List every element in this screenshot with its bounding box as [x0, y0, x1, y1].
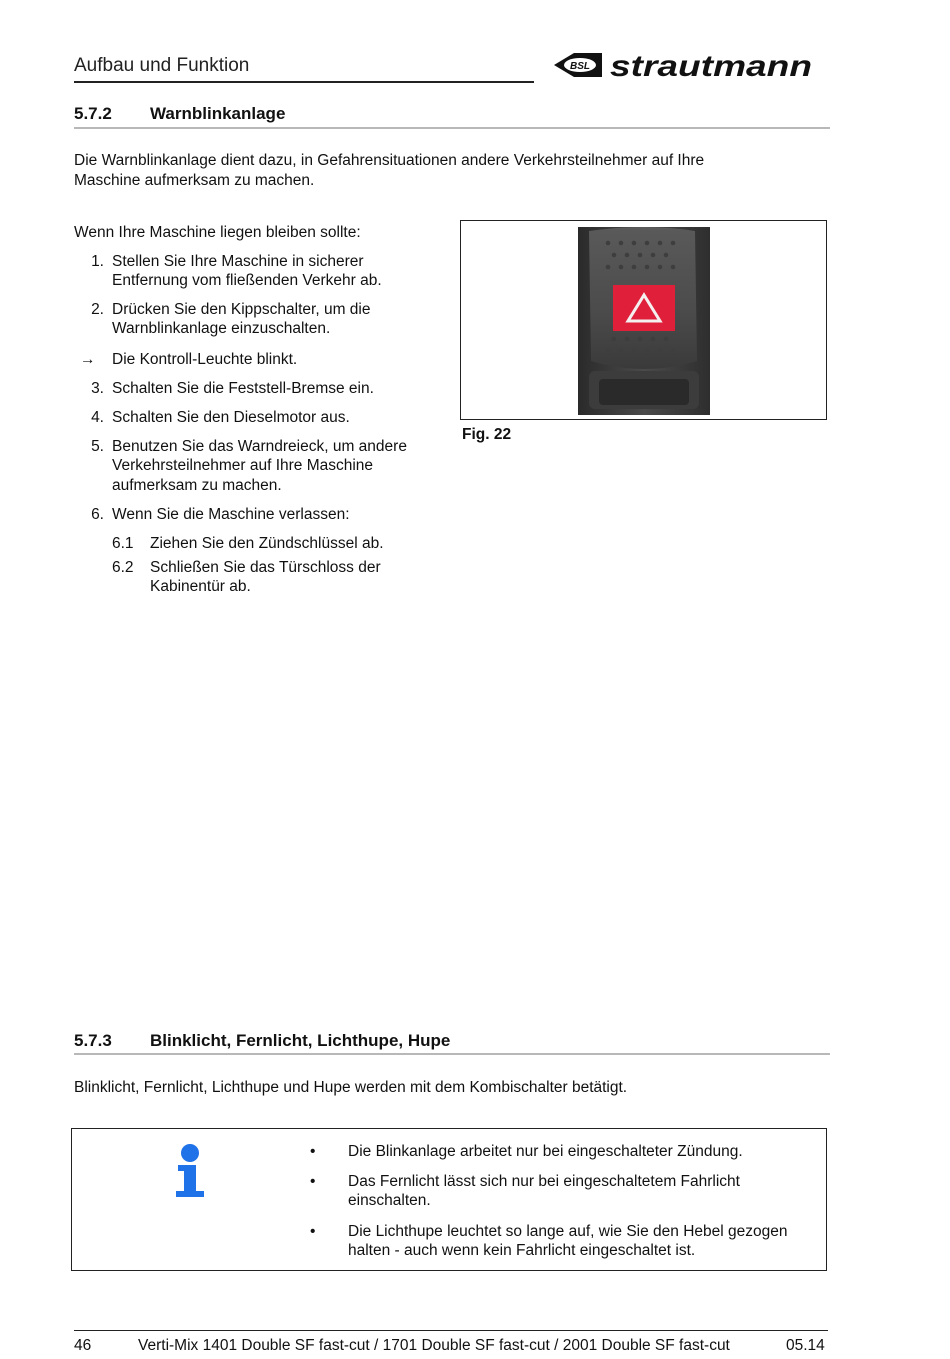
- section-title: Warnblinkanlage: [150, 104, 286, 123]
- step-text: Entfernung vom fließenden Verkehr ab.: [112, 272, 382, 289]
- step-number: 4.: [91, 409, 104, 426]
- step-number: 1.: [91, 253, 104, 270]
- result-arrow-icon: →: [80, 351, 96, 368]
- info-icon: [174, 1143, 206, 1199]
- step-text: Warnblinkanlage einzuschalten.: [112, 320, 331, 337]
- header-title: Aufbau und Funktion: [74, 55, 250, 76]
- section-number: 5.7.2: [74, 104, 112, 123]
- step-text: Benutzen Sie das Warndreieck, um andere: [112, 438, 407, 455]
- section-title: Blinklicht, Fernlicht, Lichthupe, Hupe: [150, 1031, 451, 1050]
- header-rule: [74, 81, 534, 83]
- step-text: Wenn Sie die Maschine verlassen:: [112, 506, 350, 523]
- figure-frame: [460, 220, 827, 420]
- lead-text: Wenn Ihre Maschine liegen bleiben sollte:: [74, 224, 361, 241]
- step-text: Stellen Sie Ihre Maschine in sicherer: [112, 253, 364, 270]
- page-number: 46: [74, 1337, 92, 1354]
- intro-line: Die Warnblinkanlage dient dazu, in Gefahrensituationen andere Verkehrsteilnehmer auf Ihre: [74, 152, 705, 169]
- footer-models: Verti-Mix 1401 Double SF fast-cut / 1701 Double SF fast-cut / 2001 Double SF fast-cut: [138, 1337, 730, 1354]
- step-number: 6.: [91, 506, 104, 523]
- strautmann-logo: [552, 48, 814, 82]
- footer-rule: [74, 1330, 828, 1331]
- hazard-switch-photo: [461, 221, 826, 419]
- step-text: Verkehrsteilnehmer auf Ihre Maschine: [112, 457, 374, 474]
- section-rule: [74, 1053, 830, 1055]
- step-result-text: Die Kontroll-Leuchte blinkt.: [112, 351, 298, 368]
- substep-text: Kabinentür ab.: [150, 578, 251, 595]
- note-text: einschalten.: [348, 1192, 431, 1209]
- logo-badge: BSL: [570, 61, 590, 72]
- note-text: Die Blinkanlage arbeitet nur bei eingeschalteter Zündung.: [348, 1143, 743, 1160]
- intro-line: Maschine aufmerksam zu machen.: [74, 172, 315, 189]
- note-text: Das Fernlicht lässt sich nur bei eingeschaltetem Fahrlicht: [348, 1173, 740, 1190]
- step-text: aufmerksam zu machen.: [112, 477, 282, 494]
- bullet-dot: •: [310, 1223, 316, 1240]
- substep-text: Ziehen Sie den Zündschlüssel ab.: [150, 535, 384, 552]
- footer-date: 05.14: [786, 1337, 825, 1354]
- section-rule: [74, 127, 830, 129]
- bullet-dot: •: [310, 1143, 316, 1160]
- substep-text: Schließen Sie das Türschloss der: [150, 559, 381, 576]
- section-intro: Blinklicht, Fernlicht, Lichthupe und Hupe werden mit dem Kombischalter betätigt.: [74, 1079, 628, 1096]
- substep-number: 6.2: [112, 559, 134, 576]
- step-number: 3.: [91, 380, 104, 397]
- bullet-dot: •: [310, 1173, 316, 1190]
- note-text: halten - auch wenn kein Fahrlicht eingeschaltet ist.: [348, 1242, 696, 1259]
- step-text: Schalten Sie die Feststell-Bremse ein.: [112, 380, 374, 397]
- substep-number: 6.1: [112, 535, 134, 552]
- figure-caption: Fig. 22: [462, 426, 512, 443]
- note-text: Die Lichthupe leuchtet so lange auf, wie Sie den Hebel gezogen: [348, 1223, 788, 1240]
- step-text: Drücken Sie den Kippschalter, um die: [112, 301, 371, 318]
- step-number: 5.: [91, 438, 104, 455]
- step-number: 2.: [91, 301, 104, 318]
- section-number: 5.7.3: [74, 1031, 112, 1050]
- step-text: Schalten Sie den Dieselmotor aus.: [112, 409, 350, 426]
- logo-wordmark: strautmann: [610, 50, 812, 82]
